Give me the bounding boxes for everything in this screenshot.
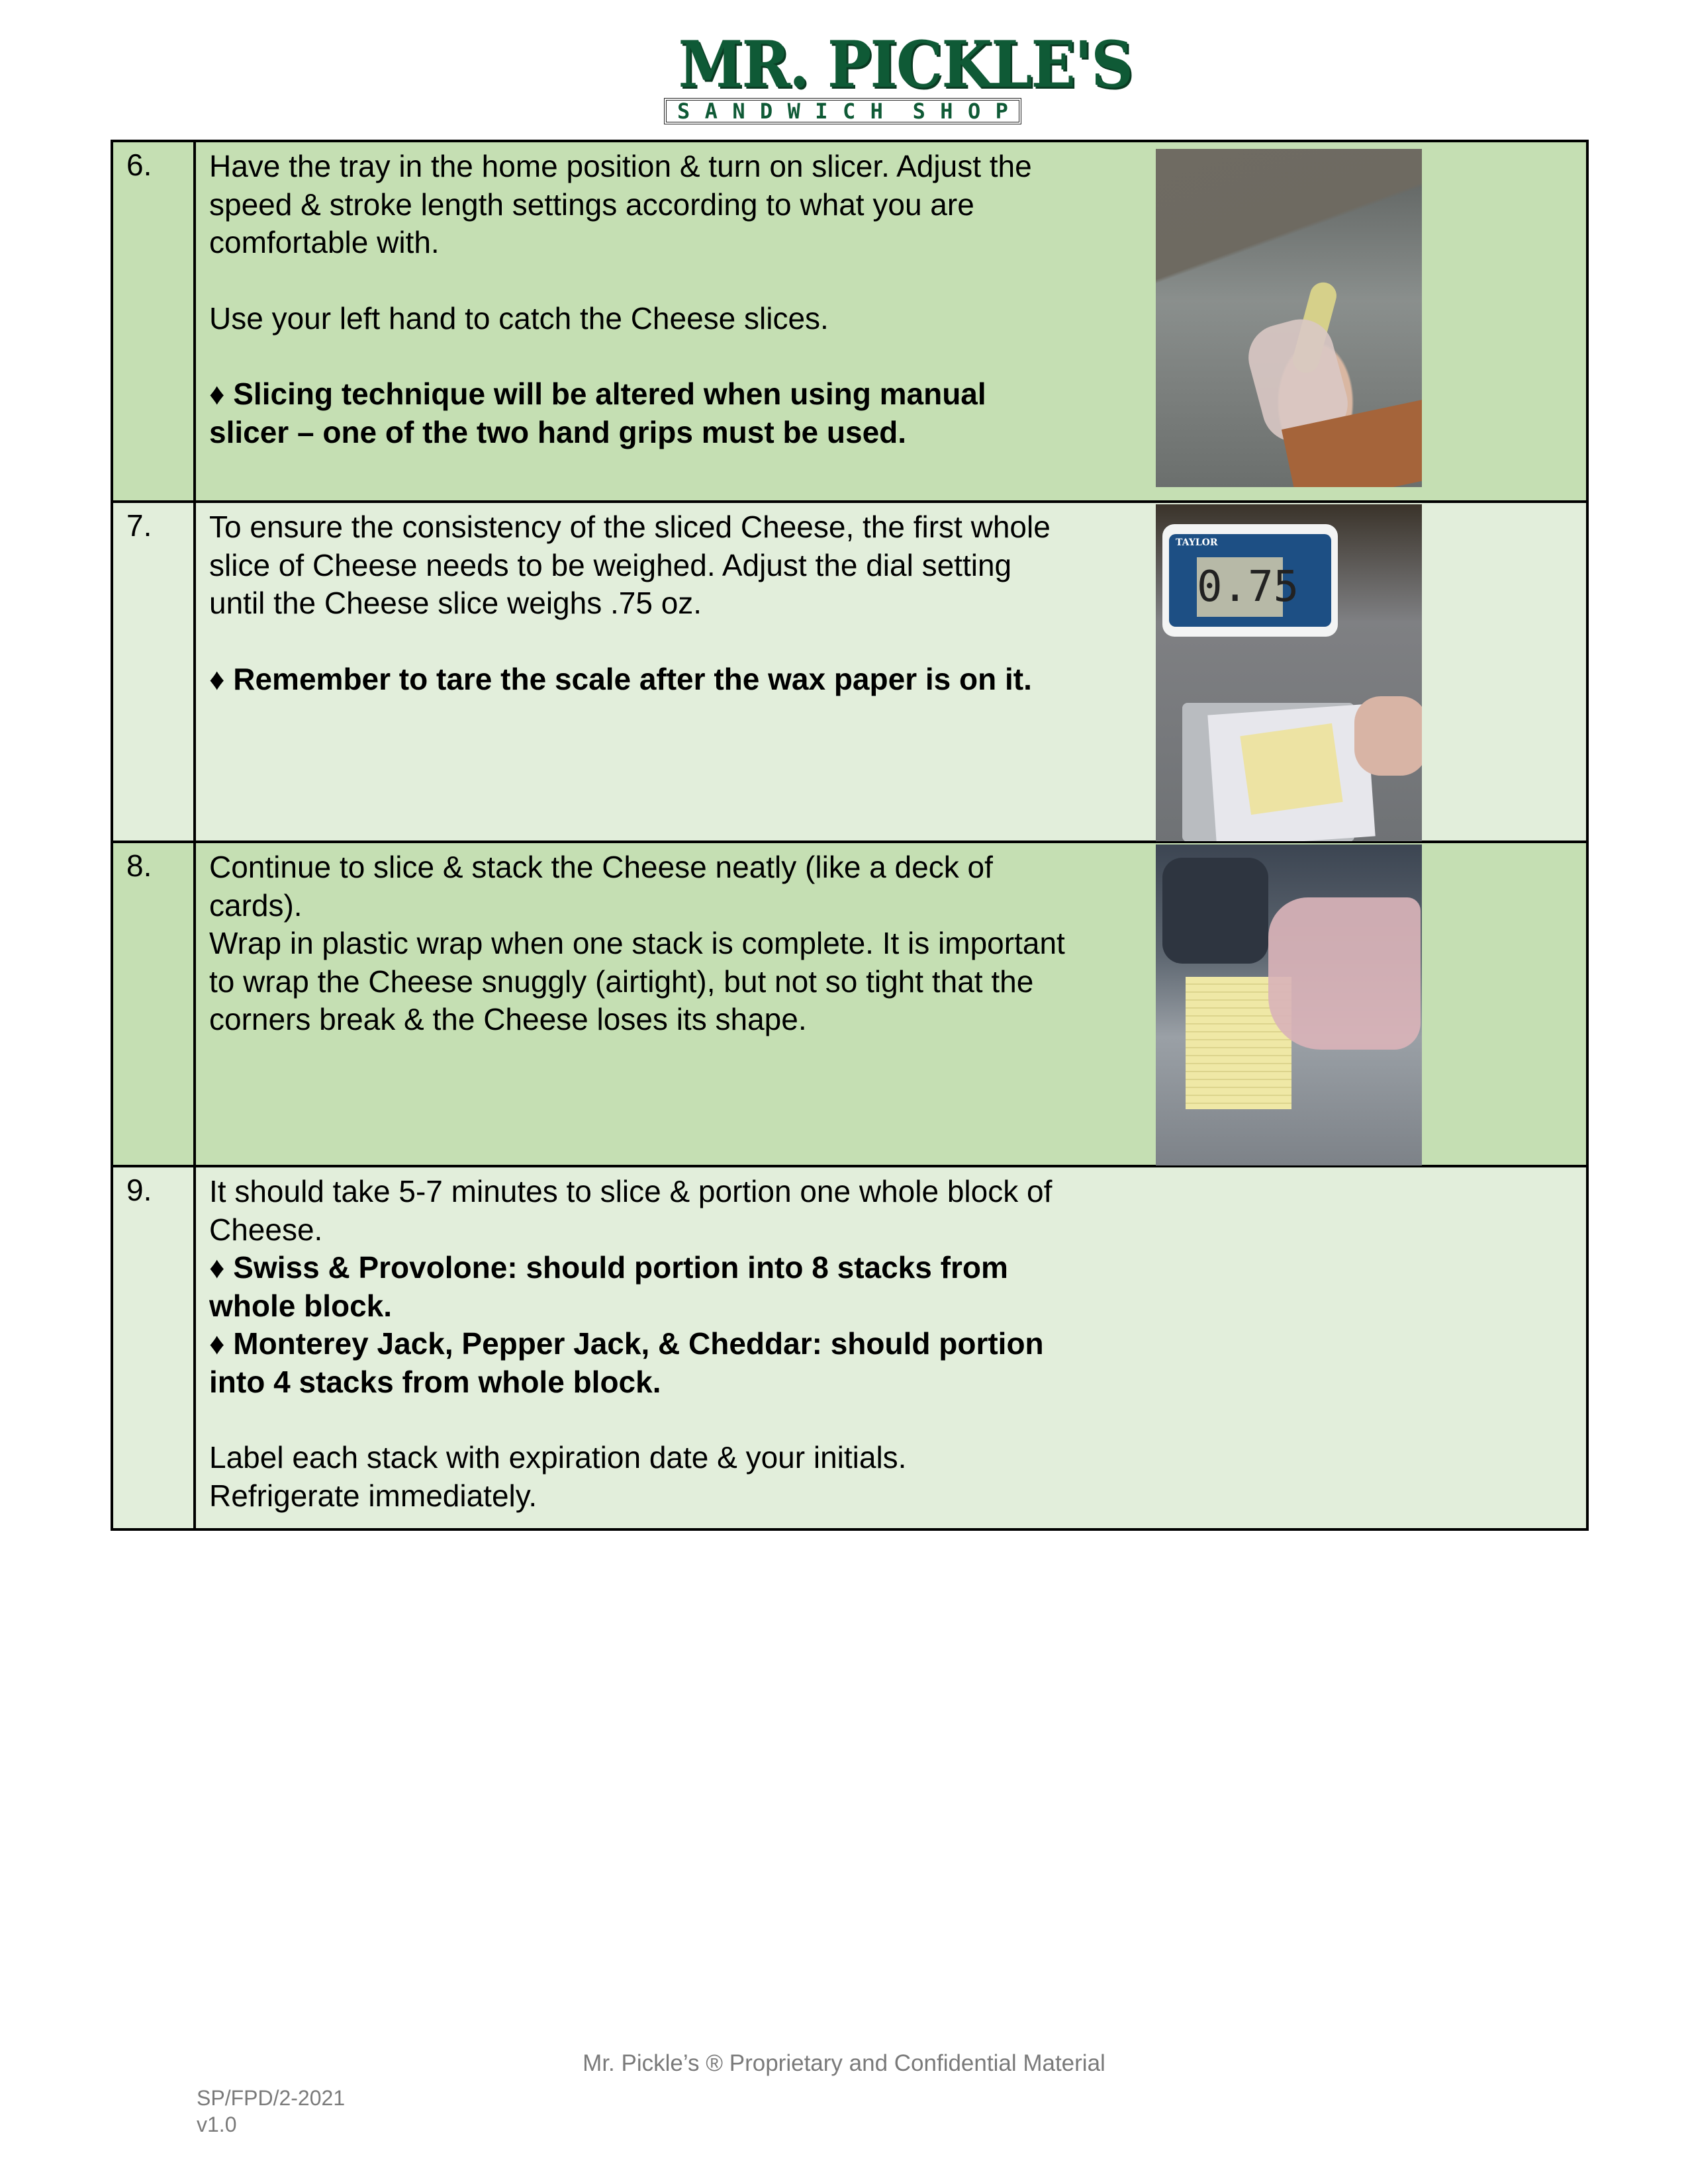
doc-version: v1.0 bbox=[197, 2113, 237, 2136]
doc-code: SP/FPD/2-2021 bbox=[197, 2086, 346, 2110]
step-text: Refrigerate immediately. bbox=[209, 1478, 538, 1513]
step-text: Continue to slice & stack the Cheese neatly (like a deck of cards). bbox=[209, 850, 993, 923]
logo-letter: S bbox=[912, 99, 925, 124]
logo-subtitle-box bbox=[664, 98, 1021, 124]
step-note: ♦ Remember to tare the scale after the wax paper is on it. bbox=[209, 661, 1032, 696]
logo-letter: H bbox=[940, 99, 953, 124]
step-row bbox=[112, 842, 1587, 1166]
scale-display-reading: 0.75 bbox=[1197, 557, 1283, 617]
photo-cheese-stack bbox=[1156, 844, 1422, 1165]
step-content bbox=[195, 1166, 1587, 1529]
logo-letter: N bbox=[732, 99, 745, 124]
logo-letter: S bbox=[677, 99, 690, 124]
logo-letter: D bbox=[759, 99, 773, 124]
step-row bbox=[112, 1166, 1587, 1529]
document-id bbox=[197, 2085, 345, 2138]
step-number: 8. bbox=[112, 842, 195, 1166]
photo-slicer-hand bbox=[1156, 149, 1422, 487]
step-text: It should take 5-7 minutes to slice & portion one whole block of Cheese. bbox=[209, 1174, 1053, 1247]
step-number: 6. bbox=[112, 141, 195, 502]
step-note: ♦ Monterey Jack, Pepper Jack, & Cheddar: should portion into 4 stacks from whole block. bbox=[209, 1326, 1044, 1399]
logo-letter: O bbox=[967, 99, 981, 124]
logo-letter: A bbox=[704, 99, 718, 124]
step-text: To ensure the consistency of the sliced Cheese, the first whole slice of Cheese needs to be weighed. Adjust the dial setting until the Cheese slice weighs .75 oz. bbox=[209, 510, 1051, 620]
logo-letter: H bbox=[870, 99, 883, 124]
step-note: ♦ Swiss & Provolone: should portion into 8 stacks from whole block. bbox=[209, 1250, 1008, 1323]
confidential-notice: Mr. Pickle’s ® Proprietary and Confidential Material bbox=[583, 2050, 1105, 2076]
procedure-steps-table bbox=[111, 140, 1589, 1531]
step-content bbox=[195, 842, 1587, 1166]
logo-letter: C bbox=[842, 99, 856, 124]
logo-letter: I bbox=[815, 99, 828, 124]
step-text: Use your left hand to catch the Cheese slices. bbox=[209, 300, 829, 336]
step-text: Label each stack with expiration date & your initials. bbox=[209, 1440, 907, 1475]
step-text: Have the tray in the home position & turn on slicer. Adjust the speed & stroke length settings according to what you are comfortable with. bbox=[209, 149, 1032, 259]
step-number: 7. bbox=[112, 502, 195, 842]
brand-logo bbox=[664, 27, 1133, 124]
step-text: Wrap in plastic wrap when one stack is complete. It is important to wrap the Cheese snuggly (airtight), but not so tight that the corners break & the Cheese loses its shape. bbox=[209, 926, 1065, 1036]
scale-brand-label: TAYLOR bbox=[1176, 537, 1218, 548]
step-row bbox=[112, 502, 1587, 842]
step-content bbox=[195, 502, 1587, 842]
photo-scale bbox=[1156, 504, 1422, 841]
logo-letter: P bbox=[995, 99, 1008, 124]
step-note: ♦ Slicing technique will be altered when using manual slicer – one of the two hand grips must be used. bbox=[209, 377, 986, 449]
step-row bbox=[112, 141, 1587, 502]
logo-letter: W bbox=[787, 99, 800, 124]
step-content bbox=[195, 141, 1587, 502]
logo-title: MR. PICKLE'S bbox=[678, 27, 1133, 102]
step-number: 9. bbox=[112, 1166, 195, 1529]
